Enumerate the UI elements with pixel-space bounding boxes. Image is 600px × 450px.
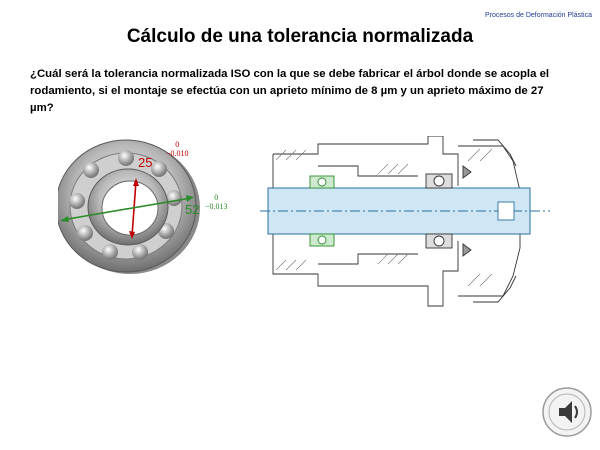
slide-title: Cálculo de una tolerancia normalizada xyxy=(126,26,474,47)
inner-tolerance xyxy=(166,140,189,158)
outer-diameter-label: 52 xyxy=(185,202,200,217)
header-tag: Procesos de Deformación Plástica xyxy=(485,12,592,19)
audio-button[interactable] xyxy=(541,386,593,438)
question-text: ¿Cuál será la tolerancia normalizada ISO con la que se debe fabricar el árbol donde se acopla el rodamiento, si el montaje se efectúa con un aprieto mínimo de 8 µm y un aprieto máximo de 27 µm? xyxy=(30,68,550,114)
outer-tolerance xyxy=(205,193,228,211)
outer-tol-upper: 0 xyxy=(214,193,219,202)
inner-tol-lower: −0.010 xyxy=(166,149,189,158)
outer-tol-lower: −0.013 xyxy=(205,202,228,211)
shaft-assembly-drawing xyxy=(258,136,558,316)
inner-tol-upper: 0 xyxy=(175,140,180,149)
inner-diameter-label: 25 xyxy=(138,155,153,170)
